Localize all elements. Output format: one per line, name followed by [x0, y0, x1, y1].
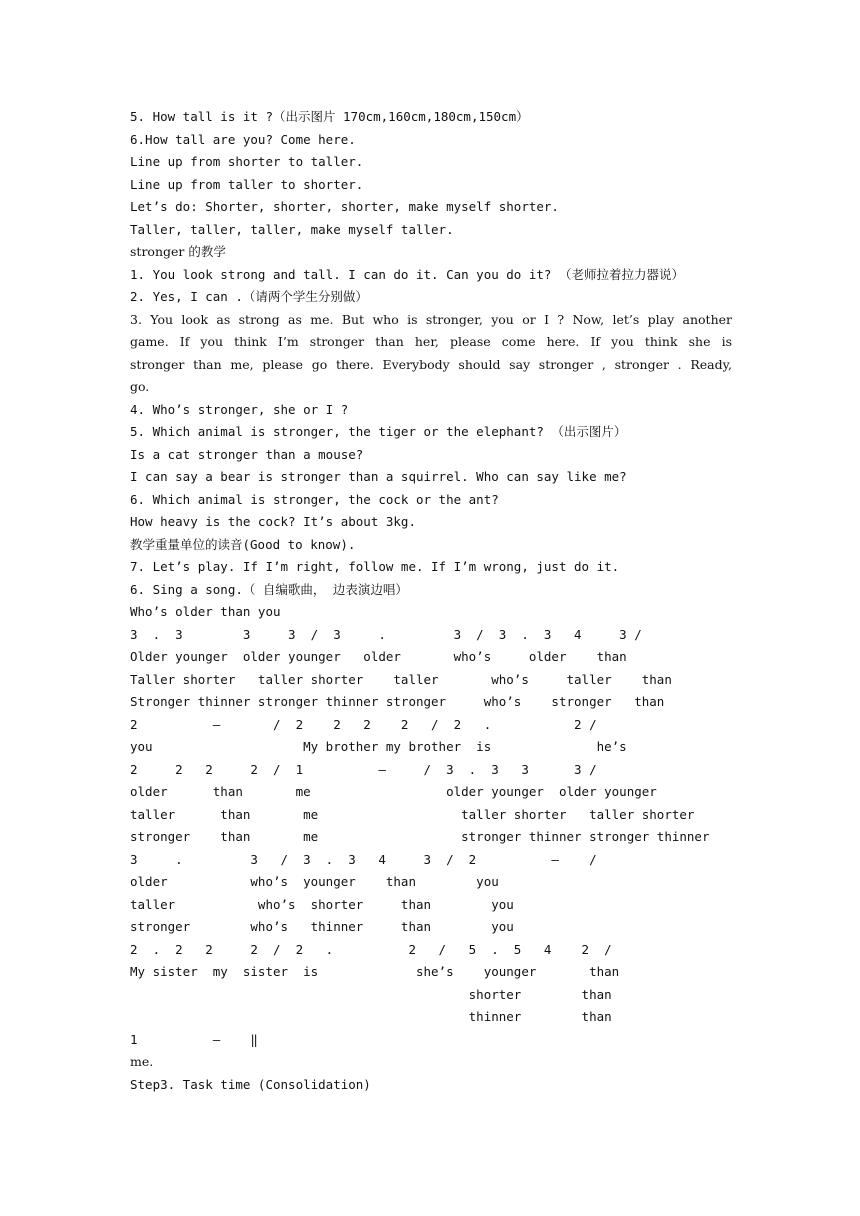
song-lyric: me.	[130, 1054, 154, 1069]
song-notation: 3 . 3 3 3 / 3 . 3 / 3 . 3 4 3 /	[130, 627, 642, 642]
text-line: 6.How tall are you? Come here.	[130, 132, 356, 147]
text-line: How heavy is the cock? It’s about 3kg.	[130, 514, 416, 529]
text-line: stronger than me, please go there. Everybody should say stronger , stronger . Ready,	[130, 357, 732, 372]
song-notation: 2 2 2 2 / 1 — / 3 . 3 3 3 /	[130, 762, 597, 777]
song-lyric: stronger than me stronger thinner stronger thinner	[130, 829, 710, 844]
text-line: Is a cat stronger than a mouse?	[130, 447, 364, 462]
text-line: 1. You look strong and tall. I can do it. Can you do it? （老师拉着拉力器说）	[130, 267, 684, 282]
step-heading: Step3. Task time (Consolidation)	[130, 1077, 371, 1092]
text-line: 5. Which animal is stronger, the tiger or the elephant? （出示图片）	[130, 424, 627, 439]
text-line: 5. How tall is it ?（出示图片 170cm,160cm,180cm,150cm）	[130, 109, 529, 124]
section-heading: stronger 的教学	[130, 244, 226, 259]
song-notation: 2 . 2 2 2 / 2 . 2 / 5 . 5 4 2 /	[130, 942, 612, 957]
song-notation: 2 — / 2 2 2 2 / 2 . 2 /	[130, 717, 597, 732]
song-title: Who’s older than you	[130, 604, 281, 619]
song-lyric: thinner than	[130, 1009, 612, 1024]
text-line: game. If you think I’m stronger than her, please come here. If you think she is	[130, 334, 732, 349]
song-lyric: older who’s younger than you	[130, 874, 499, 889]
song-lyric: My sister my sister is she’s younger than	[130, 964, 620, 979]
text-line: Line up from shorter to taller.	[130, 154, 364, 169]
text-line: 6. Sing a song.（ 自编歌曲， 边表演边唱）	[130, 582, 408, 597]
song-lyric: Stronger thinner stronger thinner stronger who’s stronger than	[130, 694, 665, 709]
text-line: 7. Let’s play. If I’m right, follow me. If I’m wrong, just do it.	[130, 559, 620, 574]
text-line: Let’s do: Shorter, shorter, shorter, make myself shorter.	[130, 199, 559, 214]
text-line: I can say a bear is stronger than a squirrel. Who can say like me?	[130, 469, 627, 484]
text-line: 2. Yes, I can .（请两个学生分别做）	[130, 289, 368, 304]
text-line: go.	[130, 379, 150, 394]
song-lyric: stronger who’s thinner than you	[130, 919, 514, 934]
song-lyric: Older younger older younger older who’s older than	[130, 649, 627, 664]
song-lyric: shorter than	[130, 987, 612, 1002]
song-lyric: older than me older younger older younger	[130, 784, 657, 799]
song-notation: 1 — ‖	[130, 1032, 258, 1047]
text-line: 4. Who’s stronger, she or I ?	[130, 402, 349, 417]
text-line: 3. You look as strong as me. But who is stronger, you or I ? Now, let’s play another	[130, 312, 732, 327]
song-lyric: Taller shorter taller shorter taller who’s taller than	[130, 672, 672, 687]
text-line: 6. Which animal is stronger, the cock or the ant?	[130, 492, 499, 507]
text-line: Line up from taller to shorter.	[130, 177, 364, 192]
song-lyric: taller who’s shorter than you	[130, 897, 514, 912]
song-notation: 3 . 3 / 3 . 3 4 3 / 2 — /	[130, 852, 597, 867]
song-lyric: taller than me taller shorter taller shorter	[130, 807, 695, 822]
song-lyric: you My brother my brother is he’s	[130, 739, 627, 754]
text-line: 教学重量单位的读音(Good to know).	[130, 537, 356, 552]
text-line: Taller, taller, taller, make myself taller.	[130, 222, 454, 237]
